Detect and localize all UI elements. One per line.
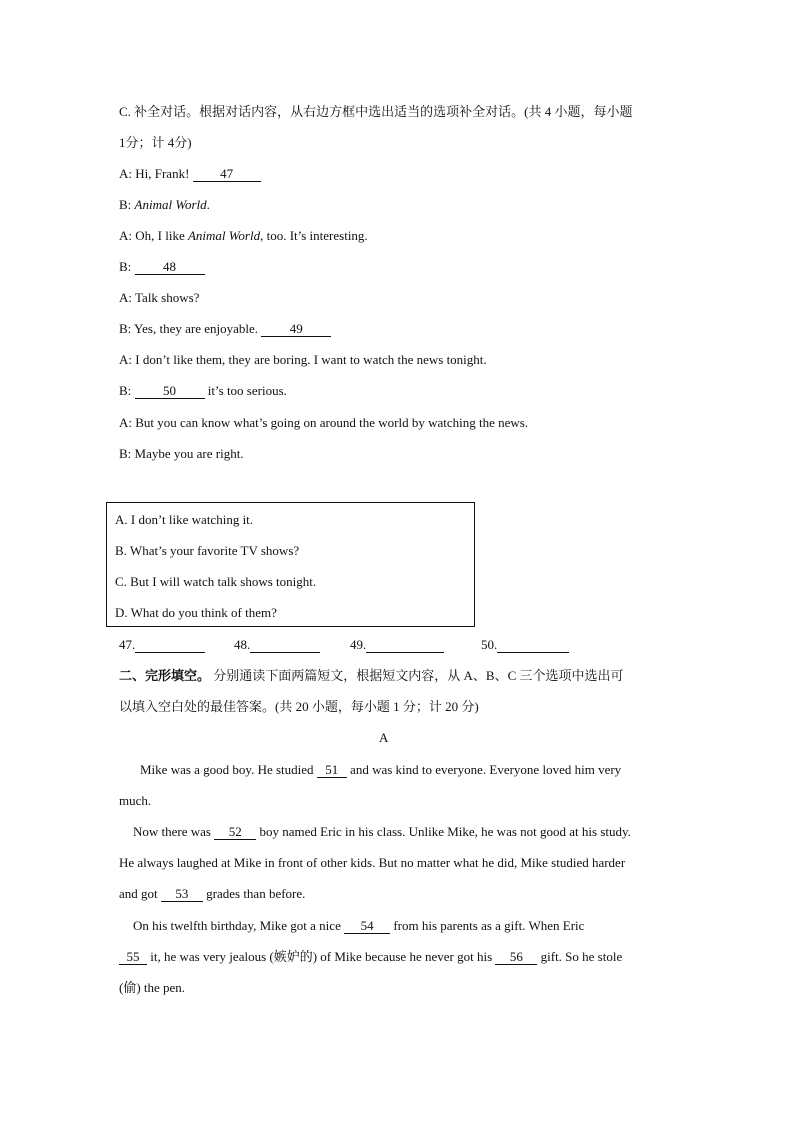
option-a: A. I don’t like watching it. <box>115 512 254 527</box>
option-d: D. What do you think of them? <box>115 605 277 620</box>
answer-blank[interactable] <box>250 638 320 653</box>
passage-text: Mike was a good boy. He studied <box>140 762 317 777</box>
blank-55[interactable]: 55 <box>119 950 147 965</box>
blank-51[interactable]: 51 <box>317 763 347 778</box>
answer-label: 49. <box>350 637 367 652</box>
section-c-instruction-line1: C. 补全对话。根据对话内容，从右边方框中选出适当的选项补全对话。(共 4 小题，每小题 <box>119 104 633 119</box>
passage-heading: A <box>379 730 389 745</box>
dialogue-line-2 <box>119 197 210 213</box>
passage-line-4: He always laughed at Mike in front of other kids. But no matter what he did, Mike studied harder <box>119 855 626 870</box>
dialogue-line-9: A: But you can know what’s going on around the world by watching the news. <box>119 415 529 430</box>
blank-49[interactable]: 49 <box>261 322 331 337</box>
blank-50[interactable]: 50 <box>135 384 205 399</box>
blank-56[interactable]: 56 <box>495 950 537 965</box>
passage-line-1 <box>140 762 621 778</box>
section-2-instruction-line2: 以填入空白处的最佳答案。(共 20 小题，每小题 1 分；计 20 分) <box>119 699 479 714</box>
dialogue-text: A: Hi, Frank! <box>119 166 193 181</box>
options-box <box>106 502 475 627</box>
passage-line-6 <box>133 918 584 934</box>
blank-52[interactable]: 52 <box>214 825 256 840</box>
passage-text: On his twelfth birthday, Mike got a nice <box>133 918 345 933</box>
dialogue-line-1 <box>119 166 261 182</box>
blank-53[interactable]: 53 <box>161 887 203 902</box>
answer-50 <box>481 637 569 653</box>
passage-line-3 <box>133 824 631 840</box>
answer-49 <box>350 637 444 653</box>
section-2-instruction-line1 <box>119 668 624 684</box>
dialogue-text: B: <box>119 259 135 274</box>
dialogue-line-8 <box>119 383 287 399</box>
passage-text: and was kind to everyone. Everyone loved him very <box>346 762 622 777</box>
answer-label: 48. <box>234 637 251 652</box>
dialogue-text: . <box>206 197 210 212</box>
dialogue-text: it’s too serious. <box>204 383 287 398</box>
answer-48 <box>234 637 320 653</box>
dialogue-text: B: <box>119 197 135 212</box>
program-title: Animal World <box>134 197 207 212</box>
passage-line-5 <box>119 886 305 902</box>
section-2-title: 二、完形填空。 <box>119 668 211 683</box>
section-c-instruction-line2: 1分；计 4分) <box>119 135 192 150</box>
dialogue-line-3 <box>119 228 368 244</box>
answer-47 <box>119 637 205 653</box>
passage-text: gift. So he stole <box>537 949 623 964</box>
dialogue-text: , too. It’s interesting. <box>260 228 368 243</box>
passage-line-8: (偷) the pen. <box>119 980 186 995</box>
dialogue-line-4 <box>119 259 205 275</box>
dialogue-text: A: Oh, I like <box>119 228 188 243</box>
answer-blank[interactable] <box>135 638 205 653</box>
passage-text: and got <box>119 886 161 901</box>
dialogue-line-6 <box>119 321 331 337</box>
dialogue-text: B: <box>119 383 135 398</box>
option-b: B. What’s your favorite TV shows? <box>115 543 300 558</box>
passage-text: it, he was very jealous (嫉妒的) of Mike because he never got his <box>147 949 496 964</box>
passage-text: Now there was <box>133 824 215 839</box>
answer-blank[interactable] <box>366 638 444 653</box>
program-title: Animal World <box>187 228 261 243</box>
dialogue-text: B: Yes, they are enjoyable. <box>119 321 262 336</box>
blank-47[interactable]: 47 <box>193 167 261 182</box>
passage-text: boy named Eric in his class. Unlike Mike, he was not good at his study. <box>256 824 631 839</box>
passage-line-2: much. <box>119 793 152 808</box>
passage-text: from his parents as a gift. When Eric <box>390 918 585 933</box>
answer-blank[interactable] <box>497 638 569 653</box>
dialogue-line-10: B: Maybe you are right. <box>119 446 244 461</box>
blank-54[interactable]: 54 <box>344 919 390 934</box>
dialogue-line-7: A: I don’t like them, they are boring. I want to watch the news tonight. <box>119 352 487 367</box>
answer-label: 47. <box>119 637 136 652</box>
passage-line-7 <box>119 949 622 965</box>
answer-label: 50. <box>481 637 498 652</box>
dialogue-line-5: A: Talk shows? <box>119 290 200 305</box>
section-2-text: 分别通读下面两篇短文，根据短文内容，从 A、B、C 三个选项中选出可 <box>210 668 624 683</box>
blank-48[interactable]: 48 <box>135 260 205 275</box>
option-c: C. But I will watch talk shows tonight. <box>115 574 317 589</box>
passage-text: grades than before. <box>202 886 306 901</box>
